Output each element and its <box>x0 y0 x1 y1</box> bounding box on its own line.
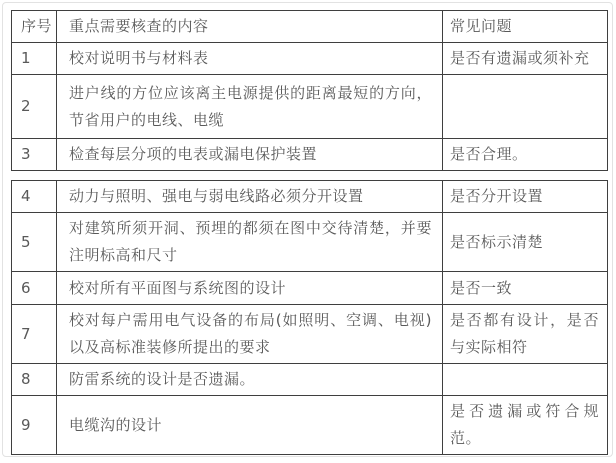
table-row-3 <box>12 139 608 171</box>
row-issue: 是否分开设置 <box>443 181 608 213</box>
row-content: 动力与照明、强电与弱电线路必须分开设置 <box>57 181 443 213</box>
table-row-2 <box>12 75 608 139</box>
table-row-6 <box>12 272 608 305</box>
row-issue: 是否合理。 <box>443 139 608 171</box>
row-issue <box>443 75 608 139</box>
table-row-7 <box>12 305 608 364</box>
row-number: 9 <box>12 396 57 455</box>
table-row-4 <box>12 181 608 213</box>
checklist-table-bottom <box>11 180 608 455</box>
header-row <box>12 11 608 43</box>
row-content: 校对说明书与材料表 <box>57 43 443 75</box>
header-no: 序号 <box>12 11 57 43</box>
row-content: 校对所有平面图与系统图的设计 <box>57 272 443 305</box>
row-content: 校对每户需用电气设备的布局(如照明、空调、电视)以及高标准装修所提出的要求 <box>57 305 443 364</box>
table-row-5 <box>12 213 608 272</box>
header-content: 重点需要核查的内容 <box>57 11 443 43</box>
row-number: 5 <box>12 213 57 272</box>
row-content: 进户线的方位应该离主电源提供的距离最短的方向，节省用户的电线、电缆 <box>57 75 443 139</box>
row-number: 1 <box>12 43 57 75</box>
row-number: 2 <box>12 75 57 139</box>
row-issue: 是否遗漏或符合规范。 <box>443 396 608 455</box>
table-row-1 <box>12 43 608 75</box>
row-issue: 是否一致 <box>443 272 608 305</box>
checklist-table-top <box>11 10 608 171</box>
row-issue: 是否都有设计，是否与实际相符 <box>443 305 608 364</box>
row-number: 4 <box>12 181 57 213</box>
row-number: 3 <box>12 139 57 171</box>
row-content: 对建筑所须开洞、预埋的都须在图中交待清楚，并要注明标高和尺寸 <box>57 213 443 272</box>
row-content: 检查每层分项的电表或漏电保护装置 <box>57 139 443 171</box>
row-content: 电缆沟的设计 <box>57 396 443 455</box>
table-row-9 <box>12 396 608 455</box>
row-number: 7 <box>12 305 57 364</box>
header-issue: 常见问题 <box>443 11 608 43</box>
row-issue <box>443 364 608 396</box>
row-number: 6 <box>12 272 57 305</box>
row-content: 防雷系统的设计是否遗漏。 <box>57 364 443 396</box>
row-issue: 是否标示清楚 <box>443 213 608 272</box>
content-area <box>11 10 607 455</box>
row-issue: 是否有遗漏或须补充 <box>443 43 608 75</box>
row-number: 8 <box>12 364 57 396</box>
table-row-8 <box>12 364 608 396</box>
